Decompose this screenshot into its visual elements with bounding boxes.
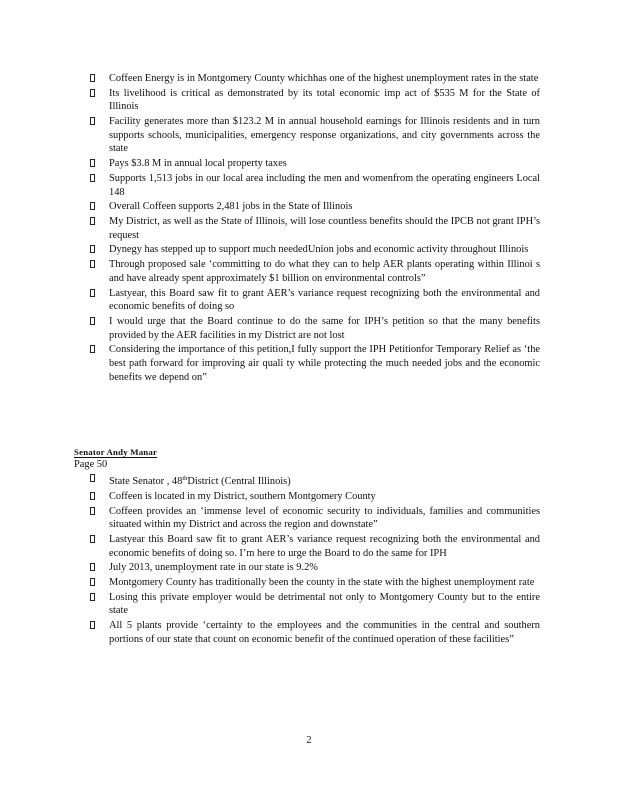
list-item [90,157,540,171]
bullet-text: Dynegy has stepped up to support much neededUnion jobs and economic activity throughout Illinois [109,244,529,256]
list-item [90,72,540,86]
bullet-text: All 5 plants provide ‘certainty to the employees and the communities in the central and southern portions of our state that count on economic benefit of the continued operation of these facilities” [109,620,540,645]
speaker-name: Senator Andy Manar [74,447,158,457]
bullet-box-icon [90,593,95,601]
list-item [90,172,540,199]
bullet-box-icon [90,563,95,571]
list-item [90,215,540,242]
bullet-box-icon [90,507,95,515]
bullet-text: Considering the importance of this petition,I fully support the IPH Petitionfor Temporary Relief as ‘the best path forward for improving air quali ty while protecting the much needed jobs and the economic benefits we depend on” [109,344,540,383]
bullet-text: My District, as well as the State of Illinois, will lose countless benefits should the IPCB not grant IPH’s request [109,216,540,241]
district-prefix: State Senator , 48 [109,476,183,487]
page-number: 2 [306,735,312,746]
list-item [90,115,540,156]
district-superscript: th [182,475,188,482]
bullet-list-coffeen [90,72,540,385]
list-item [90,343,540,384]
bullet-box-icon [90,621,95,629]
list-item [90,533,540,560]
bullet-text: Montgomery County has traditionally been the county in the state with the highest unemployment rate [109,577,535,589]
list-item [90,287,540,314]
bullet-box-icon [90,217,95,225]
bullet-box-icon [90,202,95,210]
bullet-text: Lastyear this Board saw fit to grant AER’s variance request recognizing both the environmental and economic benefits of doing so. I’m here to urge the Board to do the same for IPH [109,533,540,559]
page-reference: Page 50 [74,459,108,470]
bullet-box-icon [90,289,95,297]
list-item [90,576,540,590]
bullet-box-icon [90,117,95,125]
list-item [90,258,540,285]
bullet-box-icon [90,535,95,543]
bullet-text: I would urge that the Board continue to do the same for IPH’s petition so that the many benefits provided by the AER facilities in my District are not lost [109,315,540,341]
bullet-box-icon [90,245,95,253]
bullet-text: Through proposed sale ‘committing to do what they can to help AER plants operating within Illinoi s and have already spent approximately $1 billion on environmental controls” [109,259,540,284]
bullet-box-icon [90,474,95,482]
bullet-text: Supports 1,513 jobs in our local area including the men and womenfrom the operating engineers Local 148 [109,172,540,198]
bullet-text: Coffeen Energy is in Montgomery County whichhas one of the highest unemployment rates in the state [109,73,539,84]
bullet-box-icon [90,174,95,182]
district-suffix: District (Central Illinois) [187,476,291,487]
bullet-text: Facility generates more than $123.2 M in annual household earnings for Illinois residents and in turn supports schools, municipalities, emergency response organizations, and city governments across the state [109,116,540,155]
bullet-text: Lastyear, this Board saw fit to grant AER’s variance request recognizing both the environmental and economic benefits of doing so [109,287,540,313]
bullet-text: Losing this private employer would be detrimental not only to Montgomery County but to the entire state [109,591,540,617]
bullet-text: Its livelihood is critical as demonstrated by its total economic imp act of $535 M for the State of Illinois [109,87,540,113]
bullet-box-icon [90,317,95,325]
bullet-text: Coffeen is located in my District, southern Montgomery County [109,490,376,502]
list-item [90,87,540,114]
bullet-box-icon [90,159,95,167]
bullet-list-senator [90,472,540,648]
list-item [90,561,540,575]
bullet-box-icon [90,492,95,500]
bullet-box-icon [90,578,95,586]
bullet-box-icon [90,74,95,82]
bullet-box-icon [90,345,95,353]
list-item [90,200,540,214]
list-item-district [90,472,540,489]
list-item [90,505,540,532]
bullet-box-icon [90,260,95,268]
bullet-box-icon [90,89,95,97]
list-item [90,315,540,342]
list-item [90,490,540,504]
list-item [90,243,540,257]
list-item [90,619,540,646]
list-item [90,591,540,618]
bullet-text: Coffeen provides an ‘immense level of economic security to individuals, families and communities situated within my District and across the region and downstate” [109,505,540,531]
bullet-text: Overall Coffeen supports 2,481 jobs in the State of Illinois [109,201,353,213]
bullet-text: Pays $3.8 M in annual local property taxes [109,158,287,170]
bullet-text: July 2013, unemployment rate in our state is 9.2% [109,562,318,574]
